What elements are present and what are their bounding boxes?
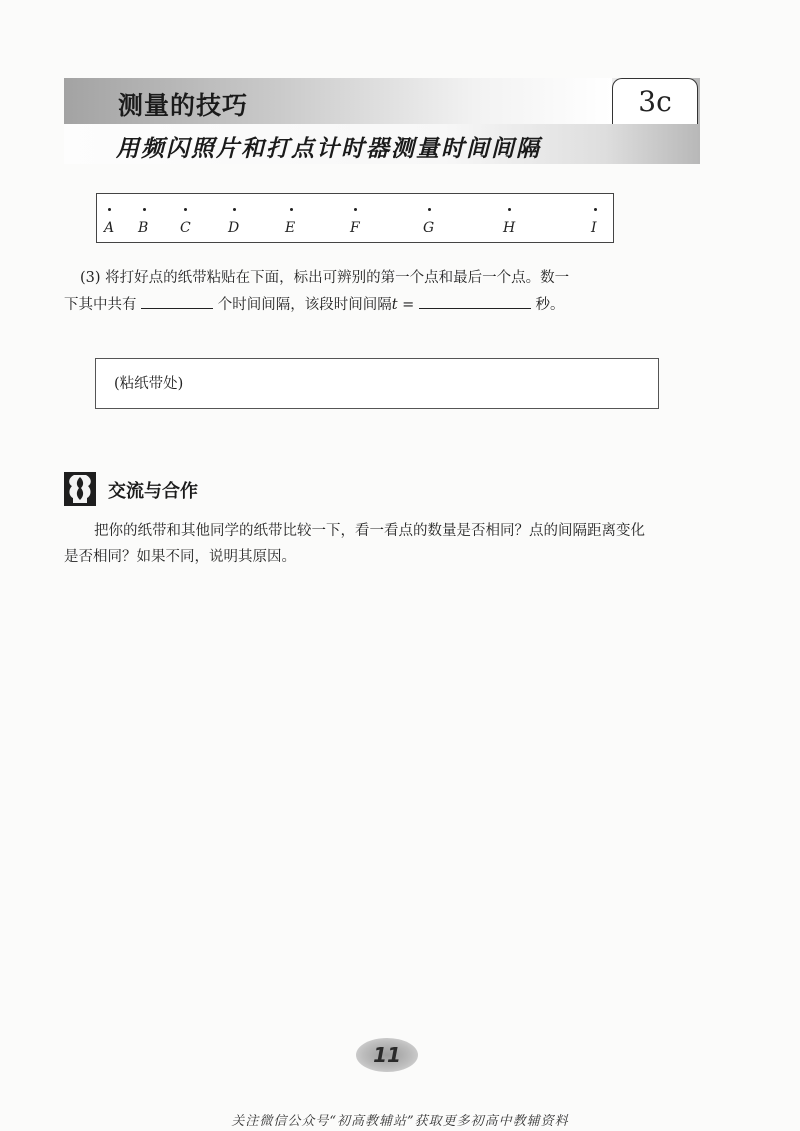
footer-note: 关注微信公众号“初高教辅站”获取更多初高中教辅资料 [231,1114,569,1129]
tape-dot-b [143,208,146,211]
section-subtitle: 用频闪照片和打点计时器测量时间间隔 [116,135,541,162]
question-3-line-2: 下其中共有 个时间间隔，该段时间间隔t = 秒。 [64,291,664,318]
ticker-tape [96,193,614,243]
question-3-line-1: (3) 将打好点的纸带粘贴在下面，标出可辨别的第一个点和最后一个点。数一 [80,270,570,286]
exchange-paragraph-line-2: 是否相同？如果不同，说明其原因。 [64,549,296,565]
tape-label-e: E [285,220,296,236]
exchange-heading: 交流与合作 [108,481,198,502]
tape-label-g: G [423,220,435,236]
tape-dot-i [594,208,597,211]
tape-label-h: H [503,220,516,236]
tape-label-f: F [350,220,360,236]
header-banner [64,78,700,164]
paste-area-label: (粘纸带处) [114,376,184,392]
tape-dot-d [233,208,236,211]
tape-label-i: I [591,220,597,236]
tape-dot-e [290,208,293,211]
tape-dot-f [354,208,357,211]
question-3 [80,265,660,291]
tape-label-d: D [228,220,240,236]
page-number: 11 [373,1043,401,1067]
tape-label-c: C [180,220,191,236]
tape-dot-c [184,208,187,211]
time-variable: t [391,297,398,313]
page-number-badge [356,1038,418,1072]
section-code-tab: 3c [612,78,698,124]
tape-dot-a [108,208,111,211]
time-interval-blank[interactable] [419,291,531,309]
exchange-paragraph-line-1: 把你的纸带和其他同学的纸带比较一下，看一看点的数量是否相同？点的间隔距离变化 [94,523,645,539]
tape-dot-h [508,208,511,211]
tape-paste-area [95,358,659,409]
interval-count-blank[interactable] [141,291,213,309]
tape-label-b: B [138,220,149,236]
discussion-icon [64,472,96,506]
section-title: 测量的技巧 [118,91,249,120]
tape-dot-g [428,208,431,211]
tape-label-a: A [104,220,115,236]
